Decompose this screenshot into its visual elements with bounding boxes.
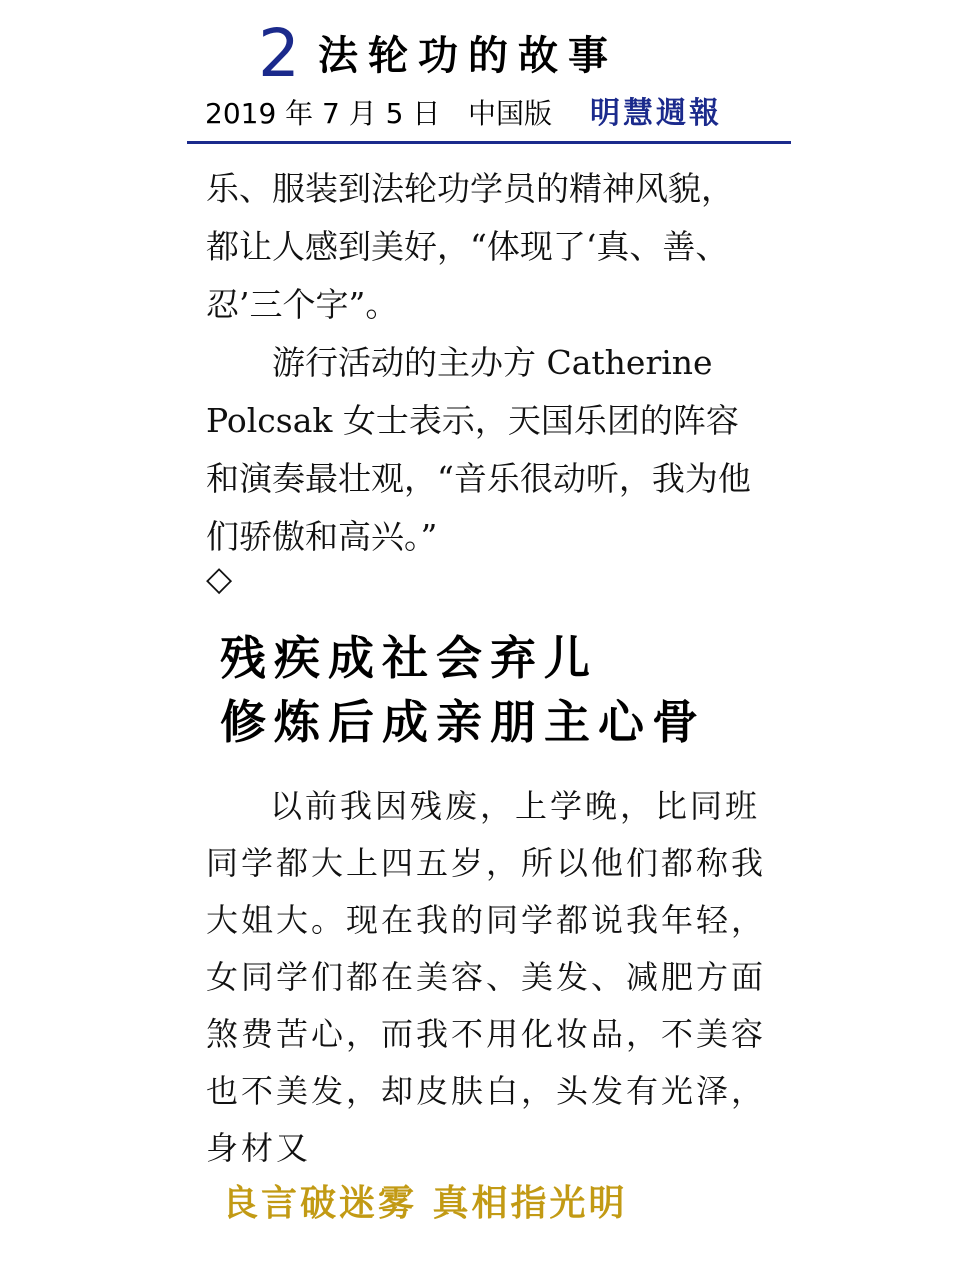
article-continuation-paragraph-2: 游行活动的主办方 Catherine Polcsak 女士表示，天国乐团的阵容和演奏最壮观，“音乐很动听，我为他们骄傲和高兴。” — [206, 343, 751, 556]
series-title: 法轮功的故事 — [318, 33, 618, 79]
article-continuation-paragraph: 乐、服装到法轮功学员的精神风貌，都让人感到美好，“体现了‘真、善、忍’三个字”。 — [206, 169, 734, 324]
article-body-paragraph: 以前我因残废，上学晚，比同班同学都大上四五岁，所以他们都称我大姐大。现在我的同学都说我年轻，女同学们都在美容、美发、减肥方面煞费苦心，而我不用化妆品，不美容也不美发，却皮肤白，头发有光泽，身材又 — [206, 787, 767, 1167]
issue-date: 2019 年 7 月 5 日 — [205, 97, 441, 130]
end-mark: ◇ — [206, 559, 233, 599]
headline-line-1: 残疾成社会弃儿 — [220, 631, 598, 685]
page-header — [0, 0, 978, 150]
footer-slogan: 良言破迷雾 真相指光明 — [222, 1183, 628, 1224]
headline-line-2: 修炼后成亲朋主心骨 — [220, 695, 706, 749]
edition-label: 中国版 — [468, 97, 553, 130]
publication-brand: 明慧週報 — [590, 96, 722, 131]
header-divider — [187, 141, 791, 144]
page-number: 2 — [258, 15, 300, 92]
